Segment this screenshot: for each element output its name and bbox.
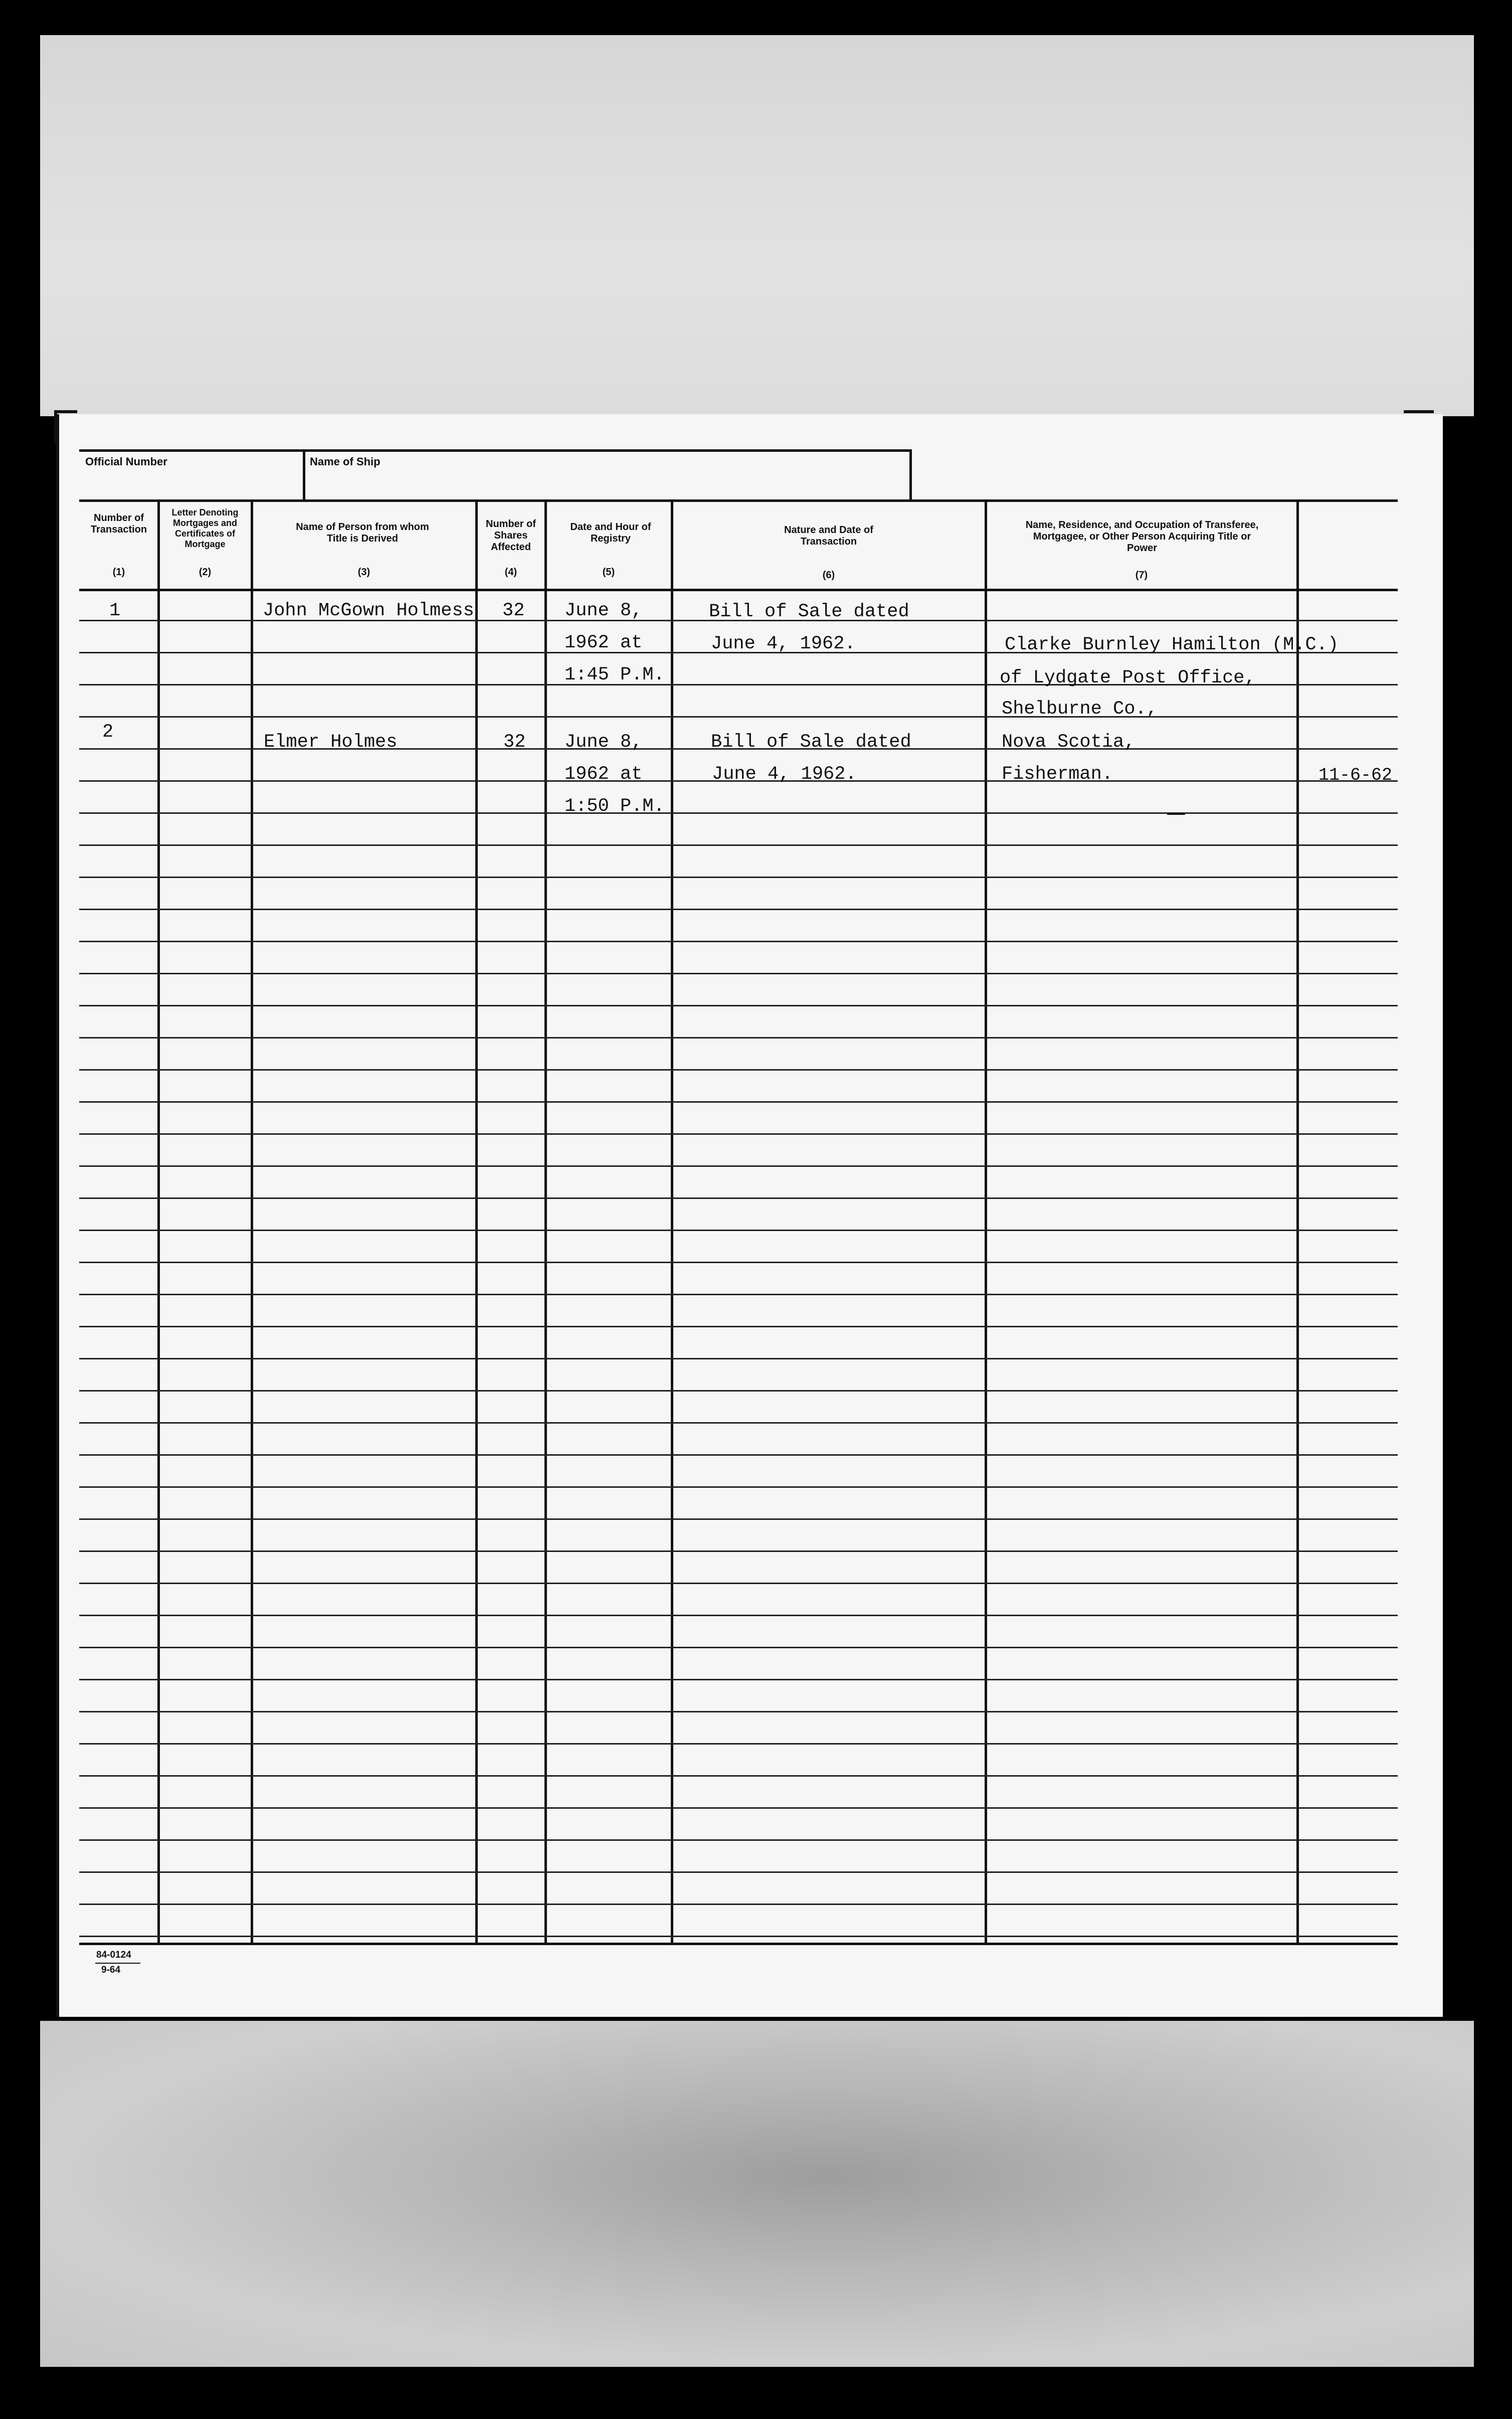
column-number-2: (2) [199, 567, 212, 578]
ruled-line [79, 1422, 1398, 1424]
ruled-line [79, 1069, 1398, 1071]
entry-1-registry-line-2: 1962 at [564, 632, 643, 653]
pencil-dash-mark [1167, 813, 1185, 815]
ruled-line [79, 1165, 1398, 1167]
ruled-line [79, 1711, 1398, 1712]
ruled-line [79, 1037, 1398, 1039]
column-heading-7: Name, Residence, and Occupation of Transferee, Mortgagee, or Other Person Acquiring Title or Power [1025, 520, 1259, 554]
ruled-line [79, 1486, 1398, 1488]
register-form-sheet [56, 414, 1443, 2017]
ruled-line [79, 1518, 1398, 1520]
scan-background-bottom [40, 2021, 1474, 2367]
entry-1-from: John McGown Holmess [263, 600, 474, 621]
entry-1-nature-line-2: June 4, 1962. [711, 633, 856, 654]
ruled-line [79, 1262, 1398, 1263]
table-top-border [79, 499, 1398, 502]
ruled-line [79, 1839, 1398, 1841]
column-number-7: (7) [1135, 570, 1148, 581]
ruled-line [79, 1294, 1398, 1295]
entry-1-number: 1 [109, 600, 121, 621]
column-heading-1: Number of Transaction [90, 512, 147, 535]
ruled-line [79, 1133, 1398, 1135]
column-heading-4: Number of Shares Affected [486, 519, 536, 553]
ruled-line [79, 1775, 1398, 1777]
column-number-6: (6) [822, 570, 835, 581]
column-number-5: (5) [602, 567, 615, 578]
entry-2-transferee-line-1: Nova Scotia, [1002, 732, 1136, 753]
ruled-line [79, 716, 1398, 718]
ruled-line [79, 1807, 1398, 1809]
entry-2-from: Elmer Holmes [264, 732, 398, 753]
ruled-line [79, 941, 1398, 942]
ruled-line [79, 1615, 1398, 1616]
ruled-line [79, 1390, 1398, 1392]
ruled-line [79, 1197, 1398, 1199]
column-number-1: (1) [112, 567, 125, 578]
entry-1-transferee-line-2: of Lydgate Post Office, [1000, 667, 1256, 688]
column-heading-6: Nature and Date of Transaction [784, 525, 873, 547]
ruled-line [79, 1583, 1398, 1584]
header-box-top [79, 449, 911, 452]
entry-2-nature-line-2: June 4, 1962. [712, 764, 857, 785]
entry-2-registry-line-3: 1:50 P.M. [564, 796, 665, 817]
entry-1-registry-line-3: 1:45 P.M. [564, 664, 665, 685]
entry-1-nature-line-1: Bill of Sale dated [709, 601, 909, 622]
form-number: 84-0124 [96, 1950, 131, 1960]
ruled-line [79, 1454, 1398, 1456]
entry-1-shares: 32 [502, 600, 525, 621]
entry-2-transferee-line-2: Fisherman. [1002, 764, 1113, 785]
ruled-line [79, 1743, 1398, 1745]
column-heading-2: Letter Denoting Mortgages and Certificates of Mortgage [171, 507, 239, 549]
ruled-line [79, 1358, 1398, 1359]
ruled-line [79, 1005, 1398, 1006]
entry-2-nature-line-1: Bill of Sale dated [711, 732, 911, 753]
ruled-line [79, 812, 1398, 814]
ruled-line [79, 1101, 1398, 1103]
column-number-3: (3) [357, 567, 370, 578]
ruled-line [79, 1904, 1398, 1905]
column-heading-3: Name of Person from whom Title is Derived [296, 522, 429, 544]
ruled-line [79, 1230, 1398, 1231]
table-bottom-border [79, 1943, 1398, 1945]
header-box-right [909, 449, 912, 499]
column-number-4: (4) [504, 567, 517, 578]
ruled-line [79, 1326, 1398, 1327]
name-of-ship-label: Name of Ship [310, 455, 381, 468]
ruled-line [79, 1871, 1398, 1873]
ruled-line [79, 1936, 1398, 1937]
ruled-line [79, 973, 1398, 974]
header-box-divider [303, 449, 305, 499]
entry-2-shares: 32 [503, 732, 526, 753]
column-heading-5: Date and Hour of Registry [570, 522, 651, 544]
form-date: 9-64 [101, 1965, 121, 1975]
ruled-line [79, 1550, 1398, 1552]
entry-2-margin-note: 11-6-62 [1318, 765, 1393, 785]
entry-1-transferee-line-3: Shelburne Co., [1002, 699, 1158, 720]
ruled-line [79, 844, 1398, 846]
entry-2-number: 2 [102, 722, 114, 743]
official-number-label: Official Number [85, 455, 167, 468]
ruled-line [79, 909, 1398, 910]
entry-2-registry-line-1: June 8, [564, 732, 643, 753]
entry-1-registry-line-1: June 8, [564, 600, 643, 621]
ruled-line [79, 877, 1398, 878]
scan-background-top [40, 35, 1474, 416]
table-header-bottom [79, 589, 1398, 591]
ruled-line [79, 1679, 1398, 1680]
entry-1-transferee-line-1: Clarke Burnley Hamilton (M.C.) [1005, 634, 1339, 655]
entry-2-registry-line-2: 1962 at [564, 764, 643, 785]
ruled-line [79, 1647, 1398, 1648]
